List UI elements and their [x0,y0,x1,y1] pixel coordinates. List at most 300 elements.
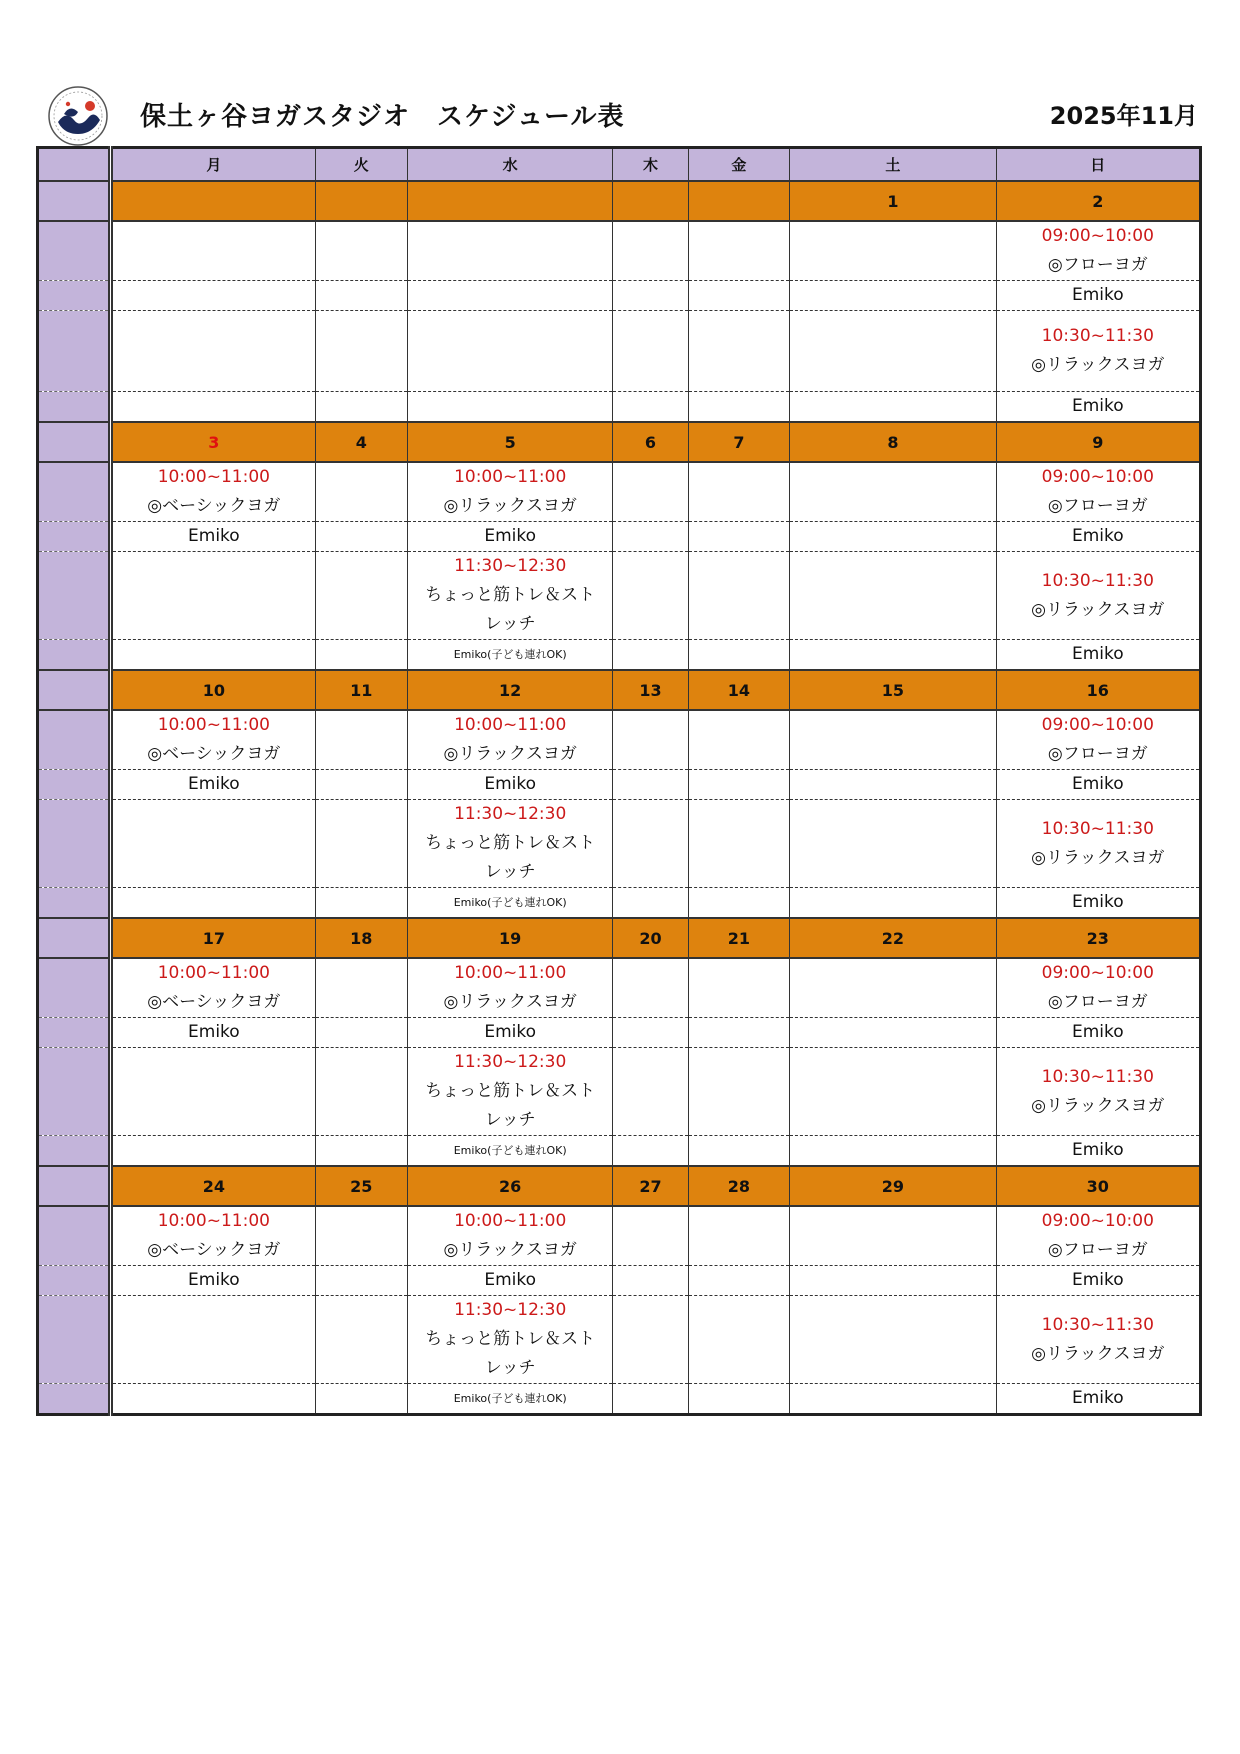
session-cell [315,1296,408,1384]
side-cell [38,311,111,392]
session-row [38,552,1201,640]
teacher-cell [996,392,1200,423]
session-cell [315,800,408,888]
teacher-cell [408,281,613,311]
date-cell [688,181,790,221]
session-cell [408,800,613,888]
session-teacher: Emiko [484,1270,537,1290]
teacher-cell [688,1266,790,1296]
session-teacher: Emiko [484,774,537,794]
session-cell [111,800,315,888]
weekday-header: 日 [996,148,1200,182]
teacher-row [38,522,1201,552]
session-cell [315,710,408,770]
session-row [38,1296,1201,1384]
session-cell [613,1206,688,1266]
session-row [38,311,1201,392]
date-row [38,422,1201,462]
session-cell [790,311,996,392]
session-row [38,710,1201,770]
session-cell [996,221,1200,281]
date-cell: 27 [613,1166,688,1206]
session-cell [996,1296,1200,1384]
session-cell [408,710,613,770]
teacher-cell [408,770,613,800]
session-teacher: Emiko [1071,1270,1124,1290]
side-cell [38,1296,111,1384]
teacher-cell [996,1266,1200,1296]
date-cell: 10 [111,670,315,710]
teacher-cell [996,1384,1200,1415]
side-cell [38,522,111,552]
session-cell [613,462,688,522]
session-time: 09:00~10:00 [1041,963,1154,983]
date-cell: 14 [688,670,790,710]
session-teacher: Emiko [1071,1388,1124,1408]
side-cell [38,958,111,1018]
teacher-cell [688,770,790,800]
weekday-header-row [38,148,1201,182]
session-cell [315,958,408,1018]
session-time: 10:00~11:00 [157,1211,270,1231]
session-cell [613,1048,688,1136]
teacher-cell [111,1266,315,1296]
teacher-cell [688,888,790,919]
session-cell [790,462,996,522]
session-cell [790,800,996,888]
session-teacher: Emiko [188,1022,240,1042]
teacher-cell [408,1384,613,1415]
session-time: 10:30~11:30 [1041,1314,1154,1335]
session-cell [408,1296,613,1384]
session-class: ◎ベーシックヨガ [147,744,281,764]
weekday-header: 金 [688,148,790,182]
session-teacher: Emiko(子ども連れOK) [453,648,567,661]
page-header [36,82,1202,148]
session-class: ◎フローヨガ [1047,1240,1148,1260]
date-cell: 24 [111,1166,315,1206]
date-cell: 7 [688,422,790,462]
schedule-month: 2025年11月 [1049,102,1198,130]
session-time: 11:30~12:30 [454,1300,567,1320]
date-cell: 28 [688,1166,790,1206]
session-cell [111,221,315,281]
teacher-cell [996,640,1200,671]
teacher-cell [688,1018,790,1048]
teacher-cell [111,281,315,311]
session-class: ◎リラックスヨガ [1031,599,1165,620]
teacher-cell [996,888,1200,919]
weekday-header: 火 [315,148,408,182]
session-class: ◎リラックスヨガ [1031,1343,1165,1364]
teacher-cell [688,281,790,311]
session-time: 09:00~10:00 [1041,226,1154,246]
teacher-cell [790,522,996,552]
teacher-row [38,888,1201,919]
session-teacher: Emiko [188,774,240,794]
session-cell [111,552,315,640]
session-time: 10:30~11:30 [1041,818,1154,839]
teacher-cell [111,770,315,800]
session-class: ◎ベーシックヨガ [147,1240,281,1260]
teacher-cell [315,392,408,423]
date-row [38,1166,1201,1206]
session-class: ちょっと筋トレ＆スト レッチ [425,585,596,634]
date-row [38,918,1201,958]
weekday-header: 木 [613,148,688,182]
session-cell [111,710,315,770]
teacher-cell [408,1018,613,1048]
teacher-cell [111,522,315,552]
session-teacher: Emiko [1071,892,1124,912]
session-cell [315,552,408,640]
session-cell [408,1206,613,1266]
teacher-cell [315,888,408,919]
session-class: ◎リラックスヨガ [443,744,577,764]
session-cell [111,1206,315,1266]
session-class: ちょっと筋トレ＆スト レッチ [425,1329,596,1378]
weekday-header: 月 [111,148,315,182]
side-cell [38,462,111,522]
teacher-cell [315,640,408,671]
session-time: 10:00~11:00 [454,963,567,983]
side-cell [38,1384,111,1415]
side-cell [38,1166,111,1206]
session-teacher: Emiko [1071,644,1124,664]
session-teacher: Emiko [1071,526,1124,546]
teacher-cell [613,281,688,311]
date-cell: 20 [613,918,688,958]
weekday-header: 水 [408,148,613,182]
teacher-cell [408,392,613,423]
session-cell [790,1048,996,1136]
teacher-cell [315,1384,408,1415]
session-class: ◎リラックスヨガ [443,992,577,1012]
date-cell: 3 [111,422,315,462]
session-cell [111,462,315,522]
session-class: ちょっと筋トレ＆スト レッチ [425,833,596,882]
side-cell [38,552,111,640]
session-row [38,1048,1201,1136]
side-cell [38,148,111,182]
session-cell [613,710,688,770]
teacher-cell [111,1136,315,1167]
date-cell: 19 [408,918,613,958]
session-cell [688,311,790,392]
session-class: ◎リラックスヨガ [1031,355,1165,375]
teacher-row [38,1136,1201,1167]
teacher-row [38,640,1201,671]
date-cell: 26 [408,1166,613,1206]
date-cell: 5 [408,422,613,462]
session-teacher: Emiko(子ども連れOK) [453,1392,567,1405]
teacher-cell [408,640,613,671]
session-time: 11:30~12:30 [454,556,567,576]
side-cell [38,770,111,800]
session-class: ◎リラックスヨガ [1031,1095,1165,1116]
date-cell: 8 [790,422,996,462]
session-cell [996,311,1200,392]
session-cell [613,221,688,281]
date-cell: 17 [111,918,315,958]
date-cell [315,181,408,221]
session-time: 11:30~12:30 [454,804,567,824]
date-cell: 1 [790,181,996,221]
teacher-cell [613,392,688,423]
teacher-cell [613,1384,688,1415]
session-time: 11:30~12:30 [454,1052,567,1072]
teacher-cell [790,1384,996,1415]
session-time: 10:00~11:00 [454,1211,567,1231]
session-cell [996,1048,1200,1136]
teacher-cell [688,522,790,552]
session-cell [996,462,1200,522]
date-cell [111,181,315,221]
teacher-row [38,770,1201,800]
session-cell [688,710,790,770]
date-cell: 9 [996,422,1200,462]
date-cell: 22 [790,918,996,958]
session-cell [688,958,790,1018]
teacher-cell [790,1266,996,1296]
session-cell [315,1048,408,1136]
session-row [38,1206,1201,1266]
session-cell [111,1048,315,1136]
session-time: 10:00~11:00 [157,715,270,735]
teacher-cell [408,522,613,552]
session-cell [688,462,790,522]
session-teacher: Emiko(子ども連れOK) [453,896,567,909]
session-teacher: Emiko [1071,285,1124,305]
teacher-cell [790,392,996,423]
date-cell: 2 [996,181,1200,221]
session-cell [688,552,790,640]
session-cell [613,800,688,888]
session-cell [408,958,613,1018]
date-cell: 18 [315,918,408,958]
date-cell: 11 [315,670,408,710]
session-cell [315,221,408,281]
side-cell [38,392,111,423]
teacher-cell [613,522,688,552]
session-class: ◎フローヨガ [1047,255,1148,275]
teacher-cell [996,770,1200,800]
teacher-cell [688,392,790,423]
session-teacher: Emiko [484,1022,537,1042]
date-row [38,670,1201,710]
side-cell [38,1136,111,1167]
session-cell [996,1206,1200,1266]
session-class: ◎ベーシックヨガ [147,992,281,1012]
teacher-cell [790,888,996,919]
side-cell [38,221,111,281]
session-cell [996,710,1200,770]
side-cell [38,181,111,221]
session-cell [688,221,790,281]
session-cell [111,311,315,392]
session-row [38,221,1201,281]
session-cell [408,221,613,281]
session-teacher: Emiko [484,526,537,546]
teacher-cell [996,281,1200,311]
session-cell [996,958,1200,1018]
date-row [38,181,1201,221]
session-teacher: Emiko [1071,396,1124,416]
teacher-cell [790,640,996,671]
teacher-cell [408,1136,613,1167]
date-cell: 21 [688,918,790,958]
session-cell [613,1296,688,1384]
session-cell [688,1048,790,1136]
session-cell [111,1296,315,1384]
teacher-row [38,1018,1201,1048]
side-cell [38,1206,111,1266]
session-time: 10:00~11:00 [454,467,567,487]
teacher-cell [996,1136,1200,1167]
session-time: 10:30~11:30 [1041,570,1154,591]
side-cell [38,710,111,770]
session-time: 10:00~11:00 [454,715,567,735]
session-cell [996,552,1200,640]
session-teacher: Emiko [188,526,240,546]
side-cell [38,918,111,958]
session-cell [111,958,315,1018]
session-time: 10:30~11:30 [1041,1066,1154,1087]
date-cell: 13 [613,670,688,710]
session-teacher: Emiko [1071,1140,1124,1160]
teacher-cell [613,640,688,671]
session-cell [315,462,408,522]
teacher-cell [613,1136,688,1167]
side-cell [38,800,111,888]
session-cell [996,800,1200,888]
session-time: 09:00~10:00 [1041,1211,1154,1231]
session-cell [408,1048,613,1136]
date-cell: 4 [315,422,408,462]
teacher-cell [408,1266,613,1296]
session-cell [408,462,613,522]
date-cell: 29 [790,1166,996,1206]
side-cell [38,888,111,919]
session-teacher: Emiko(子ども連れOK) [453,1144,567,1157]
teacher-cell [790,281,996,311]
session-cell [790,221,996,281]
session-row [38,800,1201,888]
teacher-row [38,1266,1201,1296]
date-cell: 6 [613,422,688,462]
session-row [38,958,1201,1018]
session-cell [688,1296,790,1384]
teacher-cell [613,888,688,919]
teacher-cell [996,522,1200,552]
date-cell: 15 [790,670,996,710]
teacher-cell [996,1018,1200,1048]
teacher-cell [315,1266,408,1296]
date-cell: 12 [408,670,613,710]
studio-logo-icon [44,84,112,148]
teacher-cell [688,640,790,671]
session-class: ◎リラックスヨガ [443,496,577,516]
teacher-cell [613,1018,688,1048]
session-time: 09:00~10:00 [1041,467,1154,487]
session-cell [315,1206,408,1266]
session-class: ◎リラックスヨガ [443,1240,577,1260]
session-cell [688,1206,790,1266]
teacher-cell [315,281,408,311]
session-class: ◎フローヨガ [1047,992,1148,1012]
session-teacher: Emiko [188,1270,240,1290]
session-cell [613,958,688,1018]
teacher-cell [315,1018,408,1048]
date-cell: 16 [996,670,1200,710]
teacher-cell [790,770,996,800]
side-cell [38,422,111,462]
teacher-cell [315,770,408,800]
session-cell [613,552,688,640]
session-cell [408,311,613,392]
session-class: ◎ベーシックヨガ [147,496,281,516]
teacher-cell [315,1136,408,1167]
date-cell: 30 [996,1166,1200,1206]
session-row [38,462,1201,522]
session-cell [408,552,613,640]
session-class: ちょっと筋トレ＆スト レッチ [425,1081,596,1130]
side-cell [38,281,111,311]
teacher-cell [111,1018,315,1048]
teacher-cell [613,770,688,800]
teacher-row [38,392,1201,423]
session-cell [613,311,688,392]
teacher-cell [613,1266,688,1296]
side-cell [38,1018,111,1048]
teacher-cell [688,1136,790,1167]
date-cell: 25 [315,1166,408,1206]
side-cell [38,640,111,671]
page-title: 保土ヶ谷ヨガスタジオ スケジュール表 [140,102,625,132]
session-teacher: Emiko [1071,1022,1124,1042]
session-teacher: Emiko [1071,774,1124,794]
session-cell [688,800,790,888]
session-class: ◎リラックスヨガ [1031,847,1165,868]
side-cell [38,1048,111,1136]
date-cell [408,181,613,221]
session-cell [790,1296,996,1384]
teacher-cell [408,888,613,919]
teacher-row [38,281,1201,311]
schedule-table [36,146,1202,1416]
teacher-cell [111,888,315,919]
session-time: 10:30~11:30 [1041,326,1154,346]
teacher-cell [111,392,315,423]
date-cell [613,181,688,221]
session-cell [790,958,996,1018]
weekday-header: 土 [790,148,996,182]
side-cell [38,670,111,710]
session-cell [315,311,408,392]
session-class: ◎フローヨガ [1047,496,1148,516]
teacher-cell [688,1384,790,1415]
session-cell [790,710,996,770]
session-time: 09:00~10:00 [1041,715,1154,735]
teacher-cell [790,1018,996,1048]
session-time: 10:00~11:00 [157,467,270,487]
teacher-cell [790,1136,996,1167]
teacher-cell [111,1384,315,1415]
teacher-cell [315,522,408,552]
session-class: ◎フローヨガ [1047,744,1148,764]
session-time: 10:00~11:00 [157,963,270,983]
side-cell [38,1266,111,1296]
